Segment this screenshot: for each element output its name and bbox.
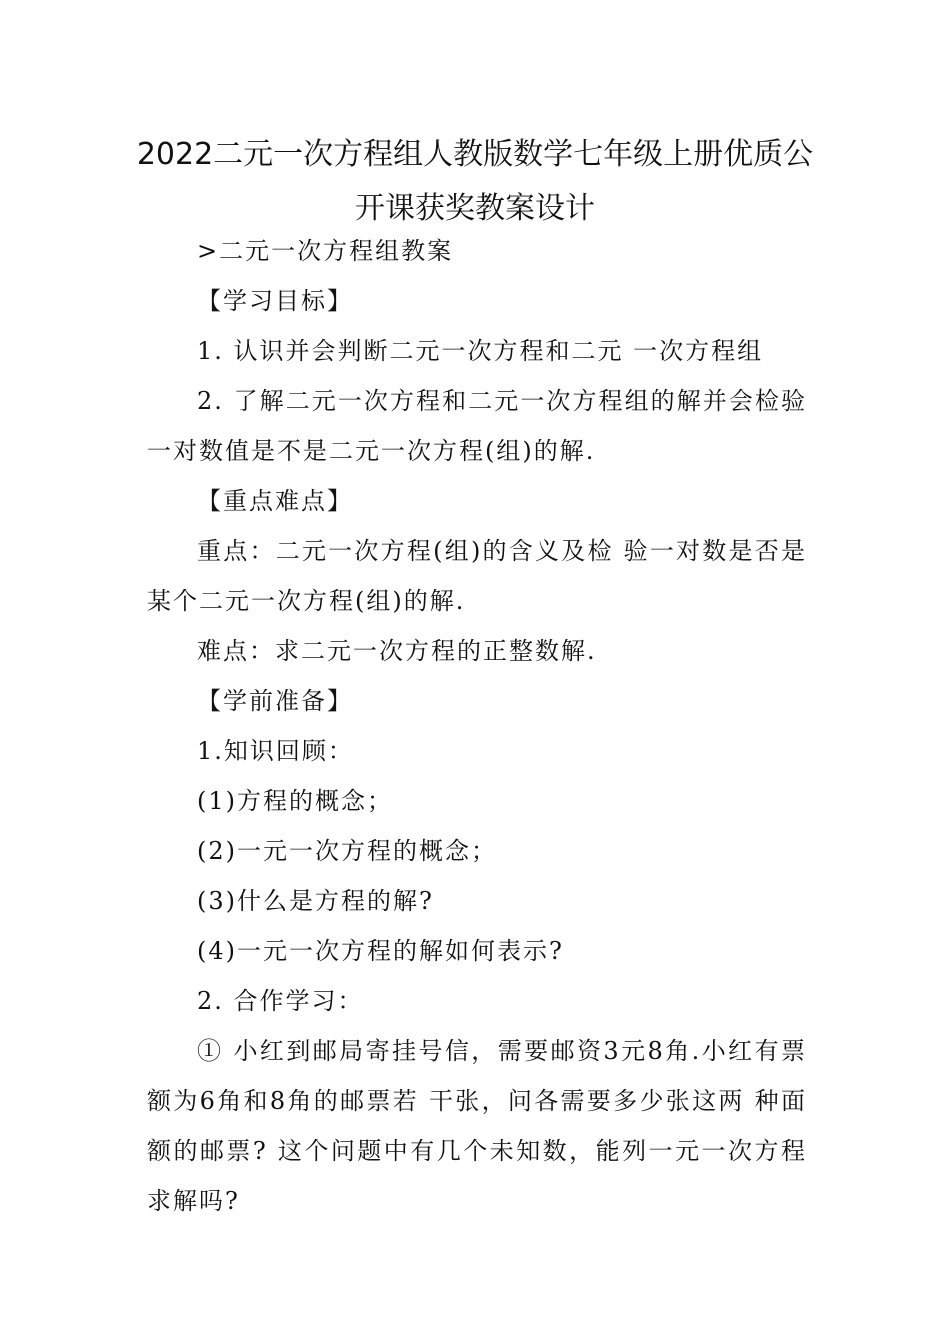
document-body <box>147 226 807 1226</box>
cooperative-problem-1: ① 小红到邮局寄挂号信，需要邮资3元8角.小红有票额为6角和8角的邮票若 干张，问各需要多少张这两 种面额的邮票? 这个问题中有几个未知数，能列一元一次方程求解吗? <box>147 1037 807 1215</box>
preparation-heading: 【学前准备】 <box>197 687 353 715</box>
objective-item-1: 1. 认识并会判断二元一次方程和二元 一次方程组 <box>197 337 764 365</box>
review-item-3: (3)什么是方程的解? <box>197 887 434 915</box>
document-title: 2022二元一次方程组人教版数学七年级上册优质公开课获奖教案设计 <box>136 137 814 226</box>
review-item-2: (2)一元一次方程的概念； <box>197 837 497 865</box>
objective-item-2: 2. 了解二元一次方程和二元一次方程组的解并会检验一对数值是不是二元一次方程(组)的解. <box>147 387 807 465</box>
lesson-plan-heading: >二元一次方程组教案 <box>197 237 454 265</box>
learning-objectives-heading: 【学习目标】 <box>197 287 353 315</box>
difficult-point-text: 难点：求二元一次方程的正整数解. <box>197 637 597 665</box>
knowledge-review-heading: 1.知识回顾： <box>197 737 354 765</box>
review-item-4: (4)一元一次方程的解如何表示? <box>197 937 564 965</box>
key-difficult-points-heading: 【重点难点】 <box>197 487 353 515</box>
cooperative-learning-heading: 2. 合作学习： <box>197 987 364 1015</box>
key-point-text: 重点：二元一次方程(组)的含义及检 验一对数是否是某个二元一次方程(组)的解. <box>147 537 807 615</box>
review-item-1: (1)方程的概念； <box>197 787 393 815</box>
